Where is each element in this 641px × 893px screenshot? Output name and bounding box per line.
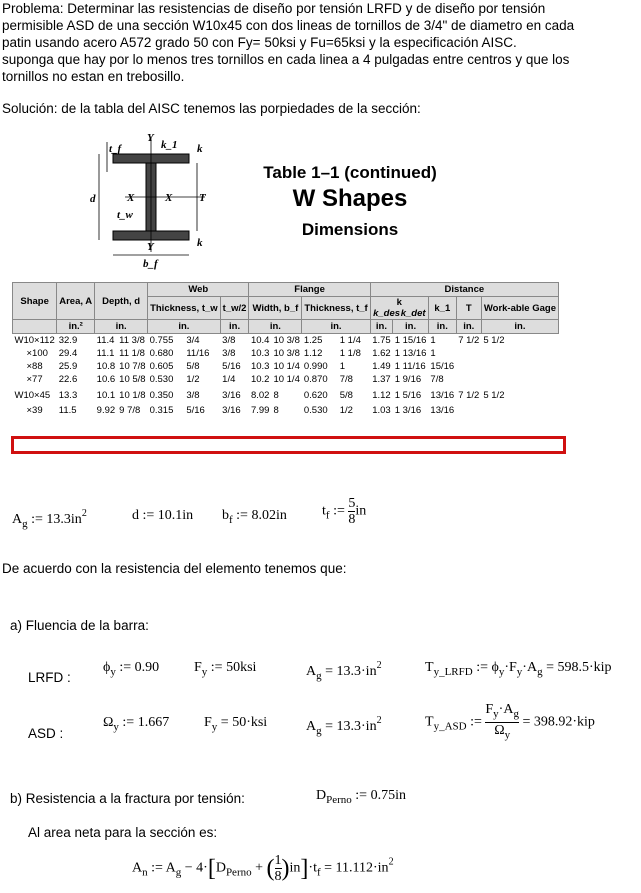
an-tail-sub: f bbox=[316, 866, 321, 879]
table-cell: W10×45 bbox=[14, 389, 51, 401]
table-cell: 13.3 bbox=[58, 389, 78, 401]
th-unit: in. bbox=[220, 320, 249, 334]
omega-val: := 1.667 bbox=[118, 715, 170, 730]
table-cell bbox=[481, 373, 558, 386]
table-cell: 1.62 bbox=[372, 348, 391, 359]
table-cell: 1 9/16 bbox=[394, 374, 422, 385]
table-cell: 1/2 bbox=[339, 405, 353, 416]
bf-label: b_f bbox=[143, 258, 158, 270]
fy-sub: y bbox=[211, 721, 218, 733]
th-k-label: k bbox=[396, 297, 402, 308]
table-cell: 10.3 bbox=[250, 348, 270, 359]
resistance-text: De acuerdo con la resistencia del elemento tenemos que: bbox=[2, 561, 347, 576]
def-bf bbox=[222, 508, 287, 526]
t-result: = 398.92·kip bbox=[518, 714, 595, 730]
table-cell: 10.3 bbox=[250, 361, 270, 372]
table-cell: 11.4 bbox=[96, 335, 115, 346]
x-label-right: X bbox=[165, 192, 173, 204]
table-cell: 10 7/8 bbox=[119, 361, 146, 372]
table-row bbox=[13, 334, 559, 348]
section-a-title: a) Fluencia de la barra: bbox=[10, 618, 149, 633]
th-depth: Depth, d bbox=[95, 283, 148, 320]
ag-sym: A bbox=[306, 664, 317, 679]
an-unit: in bbox=[289, 860, 301, 876]
omega-sub: y bbox=[113, 721, 119, 733]
section-b-title: b) Resistencia a la fractura por tensión: bbox=[10, 791, 245, 806]
omega-sym: Ω bbox=[103, 715, 114, 730]
table-title: W Shapes bbox=[292, 185, 408, 212]
table-cell: 1 3/16 bbox=[394, 405, 422, 416]
table-cell: 1.03 bbox=[372, 405, 391, 416]
table-cell: 9 7/8 bbox=[119, 405, 141, 416]
lrfd-ag bbox=[306, 660, 382, 682]
table-cell: 1.75 bbox=[372, 335, 391, 346]
table-cell: ×77 bbox=[26, 374, 43, 385]
table-cell: 8 bbox=[273, 389, 279, 401]
th-flange-width: Width, b_f bbox=[249, 297, 302, 320]
table-cell: 10 1/4 bbox=[273, 361, 300, 372]
th-shape: Shape bbox=[13, 283, 57, 320]
table-cell: 3/8 bbox=[222, 348, 236, 359]
table-cell: 1.37 bbox=[372, 374, 391, 385]
th-unit: in. bbox=[481, 320, 558, 334]
th-unit: in. bbox=[370, 320, 393, 334]
table-cell: 13/16 bbox=[430, 405, 455, 416]
an-num: 1 bbox=[274, 853, 282, 868]
table-cell: 1.25 bbox=[303, 335, 323, 346]
table-cell bbox=[481, 404, 558, 417]
th-k bbox=[370, 297, 428, 320]
table-cell: 9.92 bbox=[96, 405, 116, 416]
table-cell bbox=[456, 347, 481, 360]
an-expr: := A bbox=[147, 860, 176, 876]
d-perno bbox=[316, 788, 406, 806]
ag-exp: 2 bbox=[81, 508, 87, 519]
an-tail: ·t bbox=[308, 860, 317, 876]
def-tf bbox=[322, 496, 366, 527]
th-kdet: k_det bbox=[400, 308, 426, 319]
table-cell: 13/16 bbox=[430, 389, 455, 401]
th-flange-thickness: Thickness, t_f bbox=[302, 297, 370, 320]
t-sub: y_ASD bbox=[433, 720, 467, 733]
table-cell: 3/4 bbox=[186, 335, 200, 346]
lrfd-t bbox=[425, 660, 612, 678]
table-row bbox=[13, 360, 559, 373]
bf-sym: b bbox=[222, 508, 229, 523]
table-cell: 10 3/8 bbox=[273, 335, 300, 346]
table-cell: 15/16 bbox=[430, 361, 455, 372]
table-cell: 10.6 bbox=[96, 374, 116, 385]
th-unit: in. bbox=[148, 320, 221, 334]
table-cell: 10.8 bbox=[96, 361, 116, 372]
asd-fy bbox=[204, 715, 267, 733]
tf-assign: := bbox=[329, 503, 349, 519]
table-cell: 5/8 bbox=[186, 361, 200, 372]
table-cell: 10 1/8 bbox=[119, 389, 146, 401]
table-cell: 0.680 bbox=[149, 348, 174, 359]
ag-val: = 13.3·in bbox=[321, 664, 377, 679]
t-expr2-sub: y bbox=[516, 666, 523, 678]
table-cell: 1.12 bbox=[303, 348, 323, 359]
d-sub: Perno bbox=[326, 794, 352, 806]
k-label-top: k bbox=[197, 143, 203, 155]
ag-sub: g bbox=[22, 518, 28, 530]
problem-line: suponga que hay por lo menos tres tornillos en cada linea a 4 pulgadas entre centros y que los bbox=[2, 52, 570, 67]
table-cell: 0.605 bbox=[149, 361, 174, 372]
table-cell: 11.1 bbox=[96, 348, 115, 359]
an-result-exp: 2 bbox=[388, 856, 394, 868]
asd-ag bbox=[306, 715, 382, 737]
an-result: = 11.112·in bbox=[320, 860, 389, 876]
t-sub: y_LRFD bbox=[433, 666, 473, 678]
ag-sym: A bbox=[306, 719, 317, 734]
tf-den: 8 bbox=[348, 512, 356, 527]
asd-den bbox=[494, 723, 510, 743]
th-unit: in. bbox=[393, 320, 429, 334]
table-cell: 5/16 bbox=[222, 361, 241, 372]
phi-sym: ϕ bbox=[103, 660, 111, 675]
ag-sub: g bbox=[316, 670, 322, 682]
table-cell: 10.2 bbox=[250, 374, 270, 385]
plus: + bbox=[251, 860, 267, 876]
fy-val: := 50ksi bbox=[207, 660, 257, 675]
asd-label: ASD : bbox=[28, 726, 64, 741]
an-den: 8 bbox=[274, 869, 282, 884]
num-sub: y bbox=[493, 708, 499, 720]
bf-sub: f bbox=[229, 514, 233, 526]
problem-line: tornillos no estan en trebosillo. bbox=[2, 69, 185, 84]
num2: ·A bbox=[498, 702, 514, 717]
table-cell: ×39 bbox=[26, 405, 43, 416]
t-label: T bbox=[199, 192, 206, 204]
tf-unit: in bbox=[355, 503, 367, 519]
table-cell: 1 11/16 bbox=[394, 361, 426, 372]
t-expr3: ·A bbox=[522, 660, 538, 675]
table-cell bbox=[456, 404, 481, 417]
t-sym: T bbox=[425, 660, 434, 675]
asd-omega bbox=[103, 715, 169, 733]
t-expr2: ·F bbox=[504, 660, 517, 675]
an-expr-sub: g bbox=[175, 866, 182, 879]
paren-open: ( bbox=[266, 855, 275, 882]
d-sym: D bbox=[316, 788, 327, 803]
table-cell: 10 5/8 bbox=[119, 374, 146, 385]
th-web: Web bbox=[148, 283, 249, 297]
t-expr-sub: y bbox=[498, 666, 505, 678]
table-cell bbox=[481, 347, 558, 360]
table-cell: 1/2 bbox=[186, 374, 200, 385]
table-cell: 7 1/2 bbox=[458, 389, 480, 401]
problem-statement bbox=[2, 0, 574, 85]
fy-val: = 50·ksi bbox=[217, 715, 268, 730]
table-row bbox=[13, 373, 559, 386]
table-cell: 1 bbox=[339, 361, 346, 372]
t-result: = 598.5·kip bbox=[542, 660, 612, 675]
th-unit: in. bbox=[302, 320, 370, 334]
th-unit: in. bbox=[456, 320, 481, 334]
table-cell: 7 1/2 bbox=[458, 335, 480, 346]
table-cell: 1 1/4 bbox=[339, 335, 361, 346]
ag-exp: 2 bbox=[376, 660, 382, 671]
d-val: := 0.75in bbox=[351, 788, 406, 803]
table-cell: 29.4 bbox=[58, 348, 78, 359]
x-label-left: X bbox=[127, 192, 135, 204]
table-cell: 22.6 bbox=[58, 374, 78, 385]
th-kdes: k_des bbox=[373, 308, 401, 319]
tf-sym: t bbox=[322, 503, 326, 519]
table-cell: 11 1/8 bbox=[119, 348, 145, 359]
ag-val: := 13.3in bbox=[27, 512, 82, 527]
y-label-top: Y bbox=[147, 132, 154, 144]
an-sub: n bbox=[142, 866, 148, 879]
ag-sym: A bbox=[12, 512, 23, 527]
paren-close: ) bbox=[281, 855, 290, 882]
th-unit: in.² bbox=[57, 320, 95, 334]
th-unit: in. bbox=[428, 320, 456, 334]
k1-label: k_1 bbox=[161, 139, 178, 151]
table-cell: 1 15/16 bbox=[394, 335, 427, 346]
ag-val: = 13.3·in bbox=[321, 719, 377, 734]
table-cell: 7/8 bbox=[430, 374, 444, 385]
lrfd-label: LRFD : bbox=[28, 670, 71, 685]
th-flange: Flange bbox=[249, 283, 370, 297]
table-cell: ×88 bbox=[26, 361, 43, 372]
table-cell: 0.350 bbox=[149, 389, 174, 401]
table-cell: 0.315 bbox=[149, 405, 174, 416]
phi-sub: y bbox=[110, 666, 116, 678]
tf-label: t_f bbox=[109, 143, 122, 155]
net-area-text: Al area neta para la sección es: bbox=[28, 825, 218, 840]
table-cell: 8.02 bbox=[250, 389, 270, 401]
th-gage: Work-able Gage bbox=[481, 297, 558, 320]
th-units-shape bbox=[13, 320, 57, 334]
th-unit: in. bbox=[95, 320, 148, 334]
table-row bbox=[13, 386, 559, 404]
table-cell: 11/16 bbox=[186, 348, 210, 359]
table-caption: Table 1–1 (continued) bbox=[263, 163, 437, 182]
th-k1: k_1 bbox=[428, 297, 456, 320]
y-label-bottom: Y bbox=[147, 241, 154, 253]
an-equation bbox=[132, 853, 394, 884]
bracket-close: ] bbox=[300, 855, 309, 882]
table-cell: 3/8 bbox=[222, 335, 236, 346]
th-unit: in. bbox=[249, 320, 302, 334]
table-subtitle: Dimensions bbox=[301, 220, 399, 239]
bf-val: := 8.02in bbox=[232, 508, 287, 523]
th-area: Area, A bbox=[57, 283, 95, 320]
table-cell: 3/16 bbox=[222, 389, 241, 401]
an-expr2: − 4· bbox=[181, 860, 208, 876]
tf-sub: f bbox=[325, 509, 330, 522]
th-T: T bbox=[456, 297, 481, 320]
den-sym: Ω bbox=[494, 723, 505, 738]
fy-sub: y bbox=[201, 666, 208, 678]
k-label-bottom: k bbox=[197, 237, 203, 249]
den-sub: y bbox=[504, 729, 511, 741]
th-web-thickness: Thickness, t_w bbox=[148, 297, 221, 320]
table-cell: 32.9 bbox=[58, 335, 78, 346]
table-cell: 0.530 bbox=[303, 405, 328, 416]
tf-num: 5 bbox=[348, 496, 356, 511]
table-cell: 0.620 bbox=[303, 389, 328, 401]
def-d: d := 10.1in bbox=[132, 508, 194, 523]
problem-line: Problema: Determinar las resistencias de diseño por tensión LRFD y de diseño por tensión bbox=[2, 1, 546, 16]
asd-t bbox=[425, 702, 595, 743]
table-cell: 0.870 bbox=[303, 374, 328, 385]
th-tw2: t_w/2 bbox=[220, 297, 249, 320]
lrfd-phi bbox=[103, 660, 159, 678]
table-cell: 0.755 bbox=[149, 335, 174, 346]
table-cell: 0.530 bbox=[149, 374, 174, 385]
table-row bbox=[13, 347, 559, 360]
table-cell bbox=[481, 360, 558, 373]
table-cell: 5 1/2 bbox=[483, 389, 505, 401]
th-distance: Distance bbox=[370, 283, 558, 297]
table-cell: 11.5 bbox=[58, 405, 77, 416]
ag-exp: 2 bbox=[376, 715, 382, 726]
phi-val: := 0.90 bbox=[115, 660, 160, 675]
table-cell: 1/4 bbox=[222, 374, 236, 385]
highlight-w10x45 bbox=[11, 436, 566, 454]
table-cell: 1 bbox=[430, 348, 436, 359]
table-cell: 5/16 bbox=[186, 405, 205, 416]
t-sym: T bbox=[425, 714, 434, 730]
table-cell: 3/16 bbox=[222, 405, 241, 416]
fy-sym: F bbox=[204, 715, 212, 730]
table-cell: 1 13/16 bbox=[394, 348, 427, 359]
fy-sym: F bbox=[194, 660, 202, 675]
table-cell: 10 1/4 bbox=[273, 374, 300, 385]
table-cell: 10.4 bbox=[250, 335, 270, 346]
d-label: d bbox=[90, 193, 96, 205]
table-cell: 5/8 bbox=[339, 389, 353, 401]
solution-intro: Solución: de la tabla del AISC tenemos las porpiedades de la sección: bbox=[2, 101, 421, 116]
table-cell: 7.99 bbox=[250, 405, 270, 416]
table-cell bbox=[456, 373, 481, 386]
table-cell: 1 5/16 bbox=[394, 389, 422, 401]
table-cell: 8 bbox=[273, 405, 279, 416]
table-cell: 1.49 bbox=[372, 361, 391, 372]
table-cell: 10 3/8 bbox=[273, 348, 300, 359]
table-cell: 5 1/2 bbox=[483, 335, 505, 346]
table-cell: ×100 bbox=[26, 348, 48, 359]
lrfd-fy bbox=[194, 660, 256, 678]
w-shapes-table bbox=[12, 282, 559, 417]
dp-sub: Perno bbox=[225, 866, 252, 879]
tw-label: t_w bbox=[117, 209, 133, 221]
table-cell: 3/8 bbox=[186, 389, 200, 401]
t-expr: := ϕ bbox=[472, 660, 499, 675]
an-fraction bbox=[275, 853, 282, 884]
table-cell: W10×112 bbox=[14, 335, 55, 346]
problem-line: patin usando acero A572 grado 50 con Fy= 50ksi y Fu=65ksi y la especificación AISC. bbox=[2, 35, 517, 50]
dp-sym: D bbox=[215, 860, 226, 876]
ag-sub: g bbox=[316, 725, 322, 737]
asd-num bbox=[485, 702, 519, 722]
table-cell: 7/8 bbox=[339, 374, 353, 385]
table-cell: 1 bbox=[430, 335, 436, 346]
num-sym: F bbox=[485, 702, 494, 717]
t-expr3-sub: g bbox=[537, 666, 543, 678]
t-assign: := bbox=[466, 714, 486, 730]
def-ag bbox=[12, 508, 87, 530]
num2-sub: g bbox=[513, 708, 519, 720]
w-shape-diagram bbox=[85, 132, 225, 272]
table-row bbox=[13, 404, 559, 417]
bracket-open: [ bbox=[207, 855, 216, 882]
problem-line: permisible ASD de una sección W10x45 con dos lineas de tornillos de 3/4" de diametro en cada bbox=[2, 18, 575, 33]
table-cell: 1.12 bbox=[372, 389, 391, 401]
table-cell bbox=[456, 360, 481, 373]
an-sym: A bbox=[132, 860, 143, 876]
table-cell: 1 1/8 bbox=[339, 348, 361, 359]
table-cell: 25.9 bbox=[58, 361, 78, 372]
table-cell: 0.990 bbox=[303, 361, 328, 372]
asd-fraction bbox=[485, 702, 519, 743]
table-cell: 11 3/8 bbox=[119, 335, 145, 346]
table-cell: 10.1 bbox=[96, 389, 116, 401]
